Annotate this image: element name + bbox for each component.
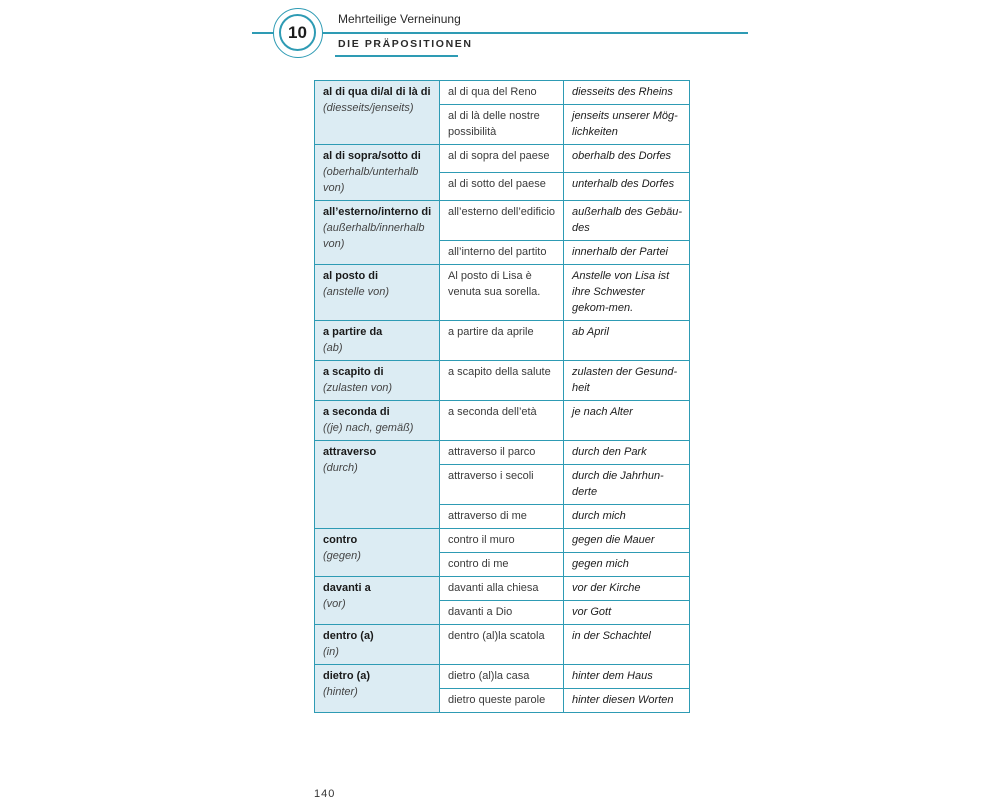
page-number: 140 bbox=[314, 788, 336, 800]
preposition-keyword: a scapito di bbox=[323, 366, 384, 378]
german-translation: je nach Alter bbox=[564, 401, 690, 441]
chapter-badge bbox=[273, 8, 323, 58]
italian-example: davanti a Dio bbox=[440, 601, 564, 625]
preposition-cell bbox=[315, 361, 440, 401]
italian-example: al di qua del Reno bbox=[440, 81, 564, 105]
german-translation: zulasten der Gesund-heit bbox=[564, 361, 690, 401]
german-translation: Anstelle von Lisa ist ihre Schwester gekom-men. bbox=[564, 265, 690, 321]
preposition-cell bbox=[315, 321, 440, 361]
german-translation: in der Schachtel bbox=[564, 625, 690, 665]
preposition-cell bbox=[315, 401, 440, 441]
preposition-cell bbox=[315, 577, 440, 625]
table-row bbox=[315, 145, 690, 173]
german-translation: oberhalb des Dorfes bbox=[564, 145, 690, 173]
header-rule bbox=[252, 32, 748, 34]
german-translation: unterhalb des Dorfes bbox=[564, 173, 690, 201]
preposition-translation: (in) bbox=[323, 646, 339, 658]
chapter-number: 10 bbox=[279, 14, 316, 51]
italian-example: attraverso di me bbox=[440, 505, 564, 529]
italian-example: al di là delle nostre possibilità bbox=[440, 105, 564, 145]
german-translation: durch mich bbox=[564, 505, 690, 529]
table-row bbox=[315, 625, 690, 665]
italian-example: al di sotto del paese bbox=[440, 173, 564, 201]
preposition-keyword: contro bbox=[323, 534, 358, 546]
german-translation: ab April bbox=[564, 321, 690, 361]
italian-example: a scapito della salute bbox=[440, 361, 564, 401]
italian-example: Al posto di Lisa è venuta sua sorella. bbox=[440, 265, 564, 321]
preposition-table bbox=[314, 80, 690, 713]
italian-example: davanti alla chiesa bbox=[440, 577, 564, 601]
preposition-keyword: a partire da bbox=[323, 326, 383, 338]
preposition-translation: (ab) bbox=[323, 342, 343, 354]
table-row bbox=[315, 577, 690, 601]
preposition-keyword: al di qua di/al di là di bbox=[323, 86, 431, 98]
preposition-translation: ((je) nach, gemäß) bbox=[323, 422, 414, 434]
italian-example: al di sopra del paese bbox=[440, 145, 564, 173]
table-row bbox=[315, 265, 690, 321]
italian-example: dietro queste parole bbox=[440, 689, 564, 713]
italian-example: contro il muro bbox=[440, 529, 564, 553]
preposition-cell bbox=[315, 265, 440, 321]
german-translation: vor der Kirche bbox=[564, 577, 690, 601]
table-row bbox=[315, 665, 690, 689]
table-row bbox=[315, 401, 690, 441]
italian-example: dietro (al)la casa bbox=[440, 665, 564, 689]
preposition-translation: (oberhalb/unterhalb von) bbox=[323, 166, 419, 194]
table-row bbox=[315, 441, 690, 465]
table-row bbox=[315, 321, 690, 361]
german-translation: innerhalb der Partei bbox=[564, 241, 690, 265]
preposition-cell bbox=[315, 529, 440, 577]
preposition-keyword: attraverso bbox=[323, 446, 377, 458]
preposition-translation: (zulasten von) bbox=[323, 382, 393, 394]
preposition-translation: (außerhalb/innerhalb von) bbox=[323, 222, 425, 250]
german-translation: hinter diesen Worten bbox=[564, 689, 690, 713]
preposition-cell bbox=[315, 145, 440, 201]
german-translation: hinter dem Haus bbox=[564, 665, 690, 689]
german-translation: gegen mich bbox=[564, 553, 690, 577]
preposition-cell bbox=[315, 625, 440, 665]
german-translation: durch die Jahrhun-derte bbox=[564, 465, 690, 505]
preposition-translation: (gegen) bbox=[323, 550, 361, 562]
preposition-cell bbox=[315, 665, 440, 713]
italian-example: all’esterno dell’edificio bbox=[440, 201, 564, 241]
preposition-keyword: davanti a bbox=[323, 582, 371, 594]
italian-example: attraverso i secoli bbox=[440, 465, 564, 505]
preposition-translation: (hinter) bbox=[323, 686, 358, 698]
preposition-cell bbox=[315, 201, 440, 265]
table-row bbox=[315, 529, 690, 553]
italian-example: all’interno del partito bbox=[440, 241, 564, 265]
preposition-keyword: a seconda di bbox=[323, 406, 390, 418]
german-translation: durch den Park bbox=[564, 441, 690, 465]
italian-example: a seconda dell’età bbox=[440, 401, 564, 441]
preposition-translation: (vor) bbox=[323, 598, 346, 610]
preposition-keyword: dietro (a) bbox=[323, 670, 371, 682]
italian-example: a partire da aprile bbox=[440, 321, 564, 361]
preposition-translation: (anstelle von) bbox=[323, 286, 390, 298]
german-translation: diesseits des Rheins bbox=[564, 81, 690, 105]
preposition-translation: (diesseits/jenseits) bbox=[323, 102, 414, 114]
preposition-keyword: al posto di bbox=[323, 270, 378, 282]
section-title: DIE PRÄPOSITIONEN bbox=[338, 38, 473, 50]
preposition-keyword: al di sopra/sotto di bbox=[323, 150, 421, 162]
table-row bbox=[315, 81, 690, 105]
german-translation: jenseits unserer Mög-lichkeiten bbox=[564, 105, 690, 145]
preposition-keyword: dentro (a) bbox=[323, 630, 374, 642]
italian-example: attraverso il parco bbox=[440, 441, 564, 465]
german-translation: gegen die Mauer bbox=[564, 529, 690, 553]
preposition-translation: (durch) bbox=[323, 462, 358, 474]
table-row bbox=[315, 361, 690, 401]
italian-example: contro di me bbox=[440, 553, 564, 577]
table-row bbox=[315, 201, 690, 241]
preposition-cell bbox=[315, 81, 440, 145]
german-translation: vor Gott bbox=[564, 601, 690, 625]
italian-example: dentro (al)la scatola bbox=[440, 625, 564, 665]
running-title: Mehrteilige Verneinung bbox=[338, 12, 461, 26]
preposition-keyword: all’esterno/interno di bbox=[323, 206, 432, 218]
header-subrule bbox=[335, 55, 458, 57]
preposition-cell bbox=[315, 441, 440, 529]
german-translation: außerhalb des Gebäu-des bbox=[564, 201, 690, 241]
